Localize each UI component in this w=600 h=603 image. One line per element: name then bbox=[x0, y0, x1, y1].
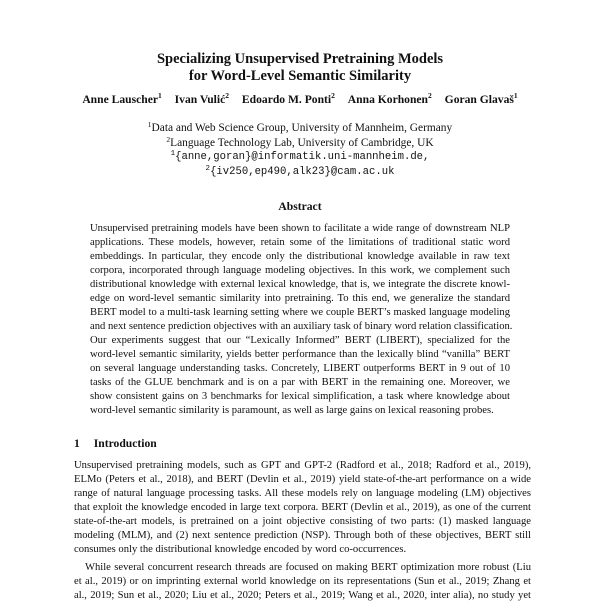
abstract-line: corpora, incorporated through language modeling objectives. In this work, we complement such bbox=[90, 265, 510, 276]
section-number: 1 bbox=[74, 437, 80, 450]
author-name: Anne Lauscher bbox=[82, 93, 159, 106]
abstract-body bbox=[90, 222, 513, 418]
author-list bbox=[0, 93, 600, 107]
abstract-line: BERT model to a multi-task learning setting where we couple BERT’s masked language modeling bbox=[90, 307, 510, 318]
abstract-line: Our experiments suggest that our “Lexically Informed” BERT (LIBERT), specialized for the bbox=[90, 335, 510, 346]
abstract-line: and next sentence prediction objectives with an auxiliary task of binary word relation classification. bbox=[90, 321, 513, 332]
section-title: Introduction bbox=[93, 437, 157, 450]
author-affiliation-mark: 2 bbox=[331, 91, 335, 100]
abstract-line: word-level semantic similarity is paramount, as well as large gains on lexical reasoning probes. bbox=[90, 405, 494, 416]
author-name: Goran Glavaš bbox=[444, 93, 514, 106]
author bbox=[445, 93, 518, 106]
paper-title-line-2: for Word-Level Semantic Similarity bbox=[188, 68, 412, 84]
abstract-line: Unsupervised pretraining models have been shown to facilitate a wide range of downstream NLP bbox=[90, 223, 510, 234]
affiliation-mannheim bbox=[0, 121, 600, 135]
author-affiliation-mark: 1 bbox=[158, 91, 162, 100]
author-name: Anna Korhonen bbox=[347, 93, 429, 106]
affiliation-cambridge bbox=[0, 136, 600, 150]
body-line: consumes only the distributional knowledge encoded by word co-occurrences. bbox=[74, 544, 407, 555]
body-line: et al., 2019) or on imprinting external world knowledge on its representations (Sun et al., 2019; Zhang et bbox=[74, 576, 531, 587]
abstract-line: embeddings. In particular, they encode only the distributional knowledge available in raw text bbox=[90, 251, 510, 262]
author bbox=[242, 93, 335, 106]
body-line: Unsupervised pretraining models, such as GPT and GPT-2 (Radford et al., 2018; Radford et al., 2019), bbox=[74, 460, 531, 471]
affiliation-mark: 2 bbox=[166, 135, 171, 144]
abstract-line: tasks of the GLUE benchmark and is on a par with BERT in the remaining one. Moreover, we bbox=[90, 377, 510, 388]
author bbox=[175, 93, 229, 106]
author-name: Edoardo M. Ponti bbox=[241, 93, 332, 106]
author bbox=[82, 93, 161, 106]
affiliation-mark: 1 bbox=[147, 120, 152, 129]
abstract-line: word-level semantic similarity, yields better performance than the lexically blind “vanilla” BERT bbox=[90, 349, 510, 360]
email-text: {anne,goran}@informatik.uni-mannheim.de, bbox=[175, 151, 430, 163]
author-affiliation-mark: 2 bbox=[225, 91, 230, 100]
abstract-line: distributional knowledge with external lexical knowledge, that is, we integrate the discrete knowl- bbox=[90, 279, 510, 290]
body-line: range of natural language processing tasks. All these models rely on language modeling (LM) objectives bbox=[74, 488, 531, 499]
abstract-line: edge on word-level semantic similarity into pretraining. To this end, we generalize the standard bbox=[90, 293, 510, 304]
affiliation-text: Language Technology Lab, University of Cambridge, UK bbox=[170, 137, 434, 149]
paper-title-line-1: Specializing Unsupervised Pretraining Models bbox=[156, 51, 444, 67]
abstract-heading: Abstract bbox=[278, 200, 322, 213]
body-line: While several concurrent research threads are focused on making BERT optimization more robust (Liu bbox=[85, 562, 531, 573]
introduction-body bbox=[74, 459, 531, 603]
body-line: state-of-the-art models, is pretrained on a joint objective consisting of two parts: (1) masked language bbox=[74, 516, 531, 527]
email-cambridge bbox=[0, 165, 600, 179]
abstract-line: applications. These models, however, retain some of the limitations of traditional static word bbox=[90, 237, 510, 248]
body-line: that exploit the knowledge encoded in large text corpora. BERT (Devlin et al., 2019), as one of the current bbox=[74, 502, 531, 513]
email-mark: 1 bbox=[170, 150, 176, 158]
author-affiliation-mark: 1 bbox=[513, 91, 518, 100]
email-mark: 2 bbox=[205, 165, 211, 173]
body-line: al., 2019; Sun et al., 2020; Liu et al., 2020; Peters et al., 2019; Wang et al., 2020, inter alia), no study yet bbox=[74, 590, 531, 601]
author bbox=[348, 93, 432, 106]
body-line: ELMo (Peters et al., 2018), and BERT (Devlin et al., 2019) yield state-of-the-art performance on a wide bbox=[74, 474, 531, 485]
author-affiliation-mark: 2 bbox=[428, 91, 432, 100]
body-line: modeling (MLM), and (2) next sentence prediction (NSP). Through both of these objectives, BERT still bbox=[74, 530, 531, 541]
abstract-line: show consistent gains on 3 benchmarks for lexical simplification, a task where knowledge about bbox=[90, 391, 510, 402]
section-heading-introduction bbox=[74, 437, 157, 450]
email-mannheim bbox=[0, 150, 600, 164]
affiliation-text: Data and Web Science Group, University of Mannheim, Germany bbox=[151, 122, 453, 134]
author-name: Ivan Vulić bbox=[174, 93, 226, 106]
email-text: {iv250,ep490,alk23}@cam.ac.uk bbox=[210, 166, 395, 178]
abstract-line: on several language understanding tasks. Concretely, LIBERT outperforms BERT in 9 out of 10 bbox=[90, 363, 510, 374]
